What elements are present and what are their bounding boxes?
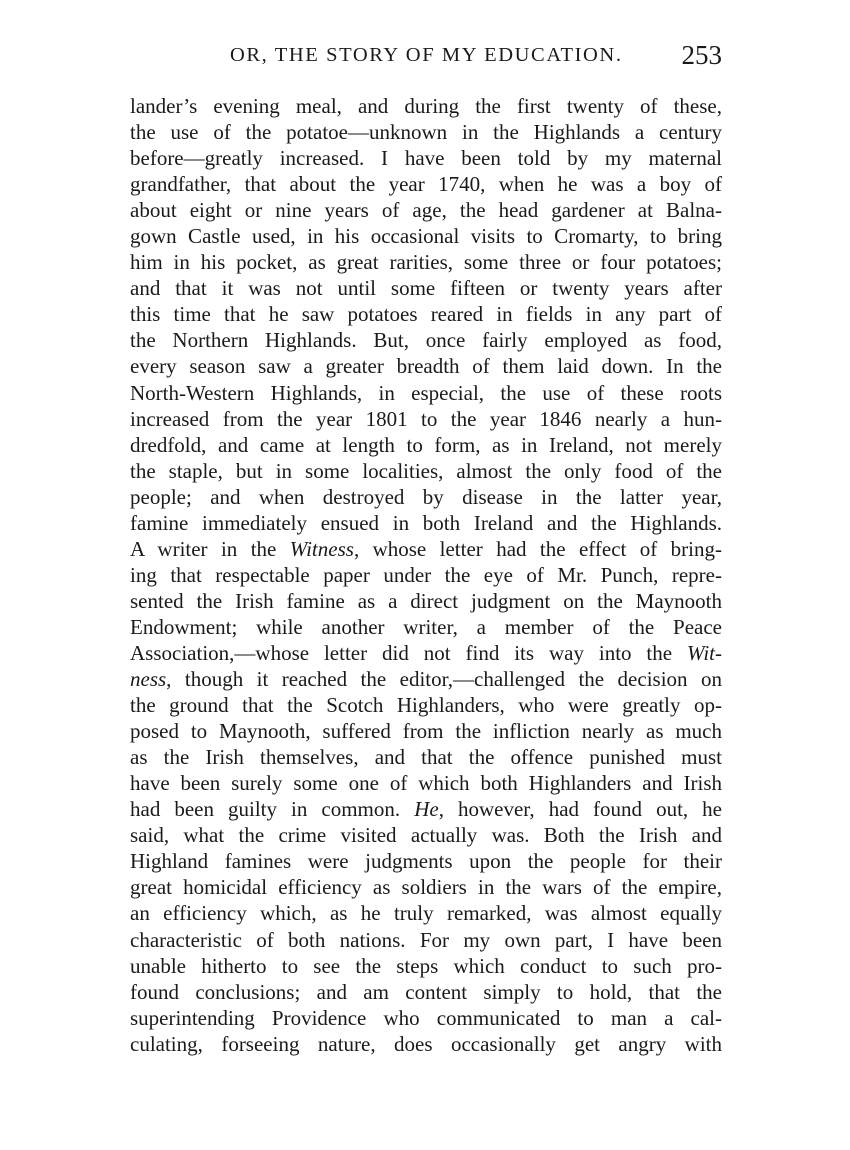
- text-line: people; and when destroyed by disease in the latter year,: [130, 484, 722, 509]
- text-line: the Northern Highlands. But, once fairly employed as food,: [130, 328, 722, 353]
- text-line: found conclusions; and am content simply to hold, that the: [130, 979, 722, 1004]
- page-number: 253: [681, 40, 722, 70]
- text-line: the staple, but in some localities, almost the only food of the: [130, 458, 722, 483]
- text-line: ness, though it reached the editor,—challenged the decision on: [130, 667, 722, 692]
- italic-word: Witness: [289, 536, 354, 561]
- body-text: [130, 93, 722, 1057]
- text-line: dredfold, and came at length to form, as in Ireland, not merely: [130, 432, 722, 457]
- text-line: this time that he saw potatoes reared in fields in any part of: [130, 302, 722, 327]
- text-line: every season saw a greater breadth of them laid down. In the: [130, 354, 722, 379]
- text-line: A writer in the Witness, whose letter had the effect of bring-: [130, 536, 722, 561]
- text-line: North-Western Highlands, in especial, the use of these roots: [130, 380, 722, 405]
- text-line: sented the Irish famine as a direct judgment on the Maynooth: [130, 588, 722, 613]
- text-line: an efficiency which, as he truly remarked, was almost equally: [130, 901, 722, 926]
- text-line: the use of the potatoe—unknown in the Highlands a century: [130, 120, 722, 145]
- text-line: ing that respectable paper under the eye of Mr. Punch, repre-: [130, 562, 722, 587]
- text-line: before—greatly increased. I have been told by my maternal: [130, 146, 722, 171]
- text-line: as the Irish themselves, and that the offence punished must: [130, 745, 722, 770]
- text-line: unable hitherto to see the steps which conduct to such pro-: [130, 953, 722, 978]
- running-head: [130, 40, 722, 80]
- text-line: increased from the year 1801 to the year 1846 nearly a hun-: [130, 406, 722, 431]
- text-line: culating, forseeing nature, does occasionally get angry with: [130, 1031, 722, 1056]
- text-line: had been guilty in common. He, however, had found out, he: [130, 797, 722, 822]
- italic-word: He: [414, 797, 439, 822]
- text-line: grandfather, that about the year 1740, when he was a boy of: [130, 172, 722, 197]
- text-line: Endowment; while another writer, a member of the Peace: [130, 614, 722, 639]
- text-line: superintending Providence who communicated to man a cal-: [130, 1005, 722, 1030]
- italic-word: Wit-: [687, 640, 722, 665]
- text-line: characteristic of both nations. For my own part, I have been: [130, 927, 722, 952]
- text-line: Association,—whose letter did not find its way into the Wit-: [130, 640, 722, 665]
- text-line: famine immediately ensued in both Ireland and the Highlands.: [130, 510, 722, 535]
- running-title: OR, THE STORY OF MY EDUCATION.: [230, 44, 623, 66]
- text-line: said, what the crime visited actually was. Both the Irish and: [130, 823, 722, 848]
- text-line: lander’s evening meal, and during the first twenty of these,: [130, 94, 722, 118]
- text-line: about eight or nine years of age, the head gardener at Balna-: [130, 198, 722, 223]
- text-line: the ground that the Scotch Highlanders, who were greatly op-: [130, 693, 722, 718]
- text-line: have been surely some one of which both Highlanders and Irish: [130, 771, 722, 796]
- text-line: him in his pocket, as great rarities, some three or four potatoes;: [130, 250, 722, 275]
- text-line: Highland famines were judgments upon the people for their: [130, 849, 722, 874]
- text-line: posed to Maynooth, suffered from the infliction nearly as much: [130, 719, 722, 744]
- text-line: great homicidal efficiency as soldiers in the wars of the empire,: [130, 875, 722, 900]
- text-line: gown Castle used, in his occasional visits to Cromarty, to bring: [130, 224, 722, 249]
- italic-word: ness: [130, 667, 167, 692]
- text-line: and that it was not until some fifteen or twenty years after: [130, 276, 722, 301]
